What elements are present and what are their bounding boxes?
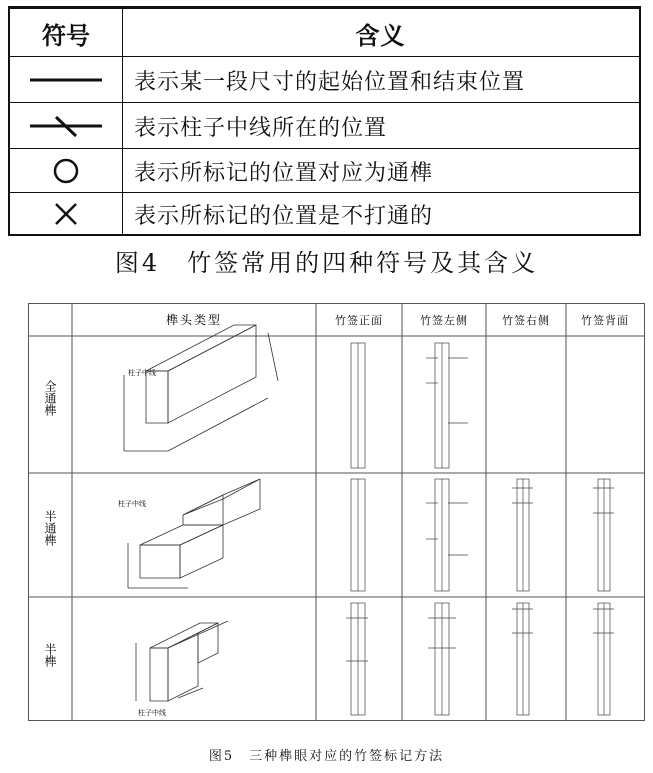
diagram-label: 柱子中线 [118,500,146,508]
figure-4-caption: 图4 竹签常用的四种符号及其含义 [114,249,539,277]
table-header-row [10,8,639,57]
col-header-tenon-type: 榫头类型 [165,313,223,327]
table-row [10,102,639,149]
col-header-right: 竹签右侧 [502,314,550,327]
row-meaning: 表示柱子中线所在的位置 [134,115,388,141]
diagram-label: 柱子中线 [138,709,166,717]
row-label-half: 半榫 [43,643,57,667]
half-tenon-drawing [136,621,228,701]
table-row [10,148,639,193]
col-header-left: 竹签左侧 [420,314,468,327]
row-label-full-through: 全通榫 [43,380,57,416]
circle-symbol-icon [10,149,122,193]
row-meaning: 表示某一段尺寸的起始位置和结束位置 [134,69,526,95]
header-meaning: 含义 [355,21,406,50]
bamboo-tally-sticks [346,343,614,715]
table-row [10,192,639,235]
solid-line-symbol-icon [10,57,122,103]
header-symbol: 符号 [42,21,90,50]
half-through-tenon-drawing [128,479,260,588]
tenon-marking-figure [28,303,645,721]
row-meaning: 表示所标记的位置是不打通的 [134,203,434,229]
table-row [10,56,639,103]
symbol-table [8,6,641,236]
full-through-tenon-drawing [124,325,278,451]
row-label-half-through: 半通榫 [43,510,57,546]
row-meaning: 表示所标记的位置对应为通榫 [134,160,434,186]
col-header-back: 竹签背面 [581,314,629,327]
slashed-line-symbol-icon [10,103,122,149]
table-grid [28,303,645,721]
diagram-label: 柱子中线 [128,369,156,377]
cross-symbol-icon [10,193,122,235]
figure-5-caption: 图5 三种榫眼对应的竹签标记方法 [208,749,445,764]
col-header-front: 竹签正面 [335,314,383,327]
